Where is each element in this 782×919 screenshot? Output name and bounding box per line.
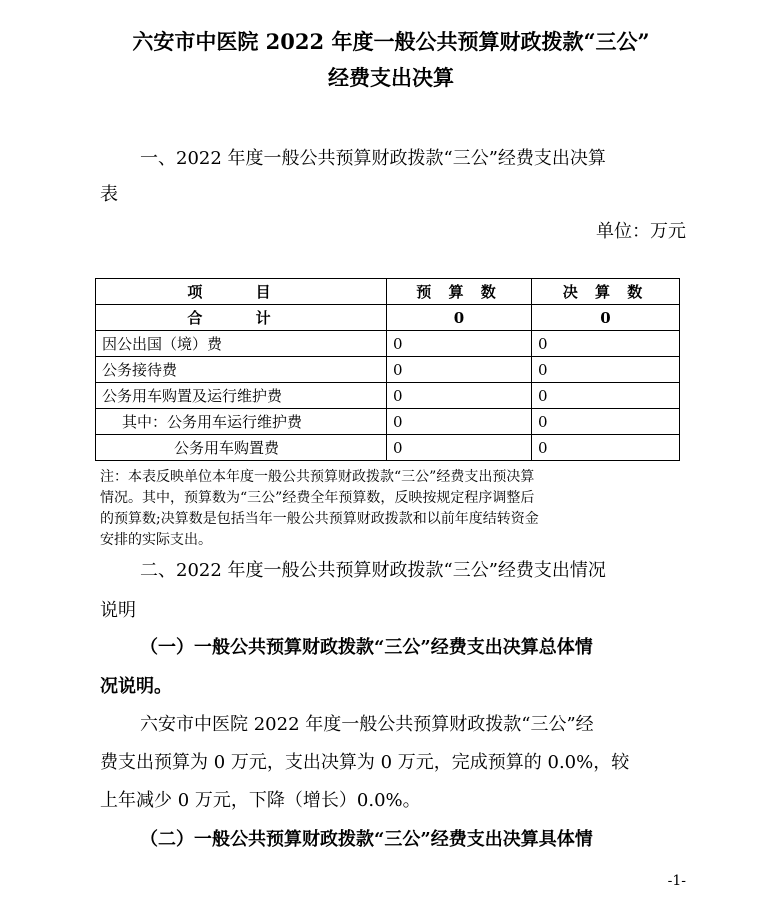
note-line: 安排的实际支出。 [100,532,212,548]
row-budget: 0 [387,383,532,409]
note-line: 注：本表反映单位本年度一般公共预算财政拨款“三公”经费支出预决算 [100,469,535,485]
table-row [96,435,680,461]
note-line: 的预算数;决算数是包括当年一般公共预算财政拨款和以前年度结转资金 [100,511,539,527]
summary-paragraph-line: 六安市中医院 2022 年度一般公共预算财政拨款“三公”经 [140,714,594,735]
section2-heading: 二、2022 年度一般公共预算财政拨款“三公”经费支出情况 [140,560,606,581]
table-row [96,331,680,357]
row-label: 公务用车购置费 [96,435,387,461]
row-budget: 0 [387,435,532,461]
subsection2-heading: （二）一般公共预算财政拨款“三公”经费支出决算具体情 [140,829,593,850]
row-label: 公务用车购置及运行维护费 [96,383,387,409]
total-label: 合 计 [96,305,387,331]
row-final: 0 [532,409,680,435]
section2-heading-cont: 说明 [100,600,136,621]
doc-title-line1: 六安市中医院 2022 年度一般公共预算财政拨款“三公” [132,29,650,54]
doc-title-line2: 经费支出决算 [328,65,454,90]
row-final: 0 [532,331,680,357]
table-row [96,409,680,435]
table-header-row [96,279,680,305]
row-budget: 0 [387,409,532,435]
row-label: 公务接待费 [96,357,387,383]
subsection1-heading-cont: 况说明。 [100,676,172,697]
unit-label: 单位：万元 [596,221,686,242]
row-final: 0 [532,435,680,461]
row-label: 因公出国（境）费 [96,331,387,357]
summary-paragraph-line: 上年减少 0 万元，下降（增长）0.0%。 [100,790,421,811]
row-label: 其中：公务用车运行维护费 [96,409,387,435]
row-final: 0 [532,357,680,383]
header-final: 决 算 数 [532,279,680,305]
row-budget: 0 [387,357,532,383]
expense-table [95,278,680,461]
note-line: 情况。其中，预算数为“三公”经费全年预算数，反映按规定程序调整后 [100,490,535,506]
header-budget: 预 算 数 [387,279,532,305]
table-row [96,383,680,409]
subsection1-heading: （一）一般公共预算财政拨款“三公”经费支出决算总体情 [140,637,593,658]
row-final: 0 [532,383,680,409]
section1-heading-cont: 表 [100,184,118,205]
total-budget: 0 [387,305,532,331]
table-row [96,357,680,383]
table-total-row [96,305,680,331]
section1-heading: 一、2022 年度一般公共预算财政拨款“三公”经费支出决算 [140,148,606,169]
table-note [100,467,690,551]
summary-paragraph-line: 费支出预算为 0 万元，支出决算为 0 万元，完成预算的 0.0%，较 [100,752,630,773]
header-item: 项 目 [96,279,387,305]
page-number: -1- [667,873,686,889]
row-budget: 0 [387,331,532,357]
total-final: 0 [532,305,680,331]
